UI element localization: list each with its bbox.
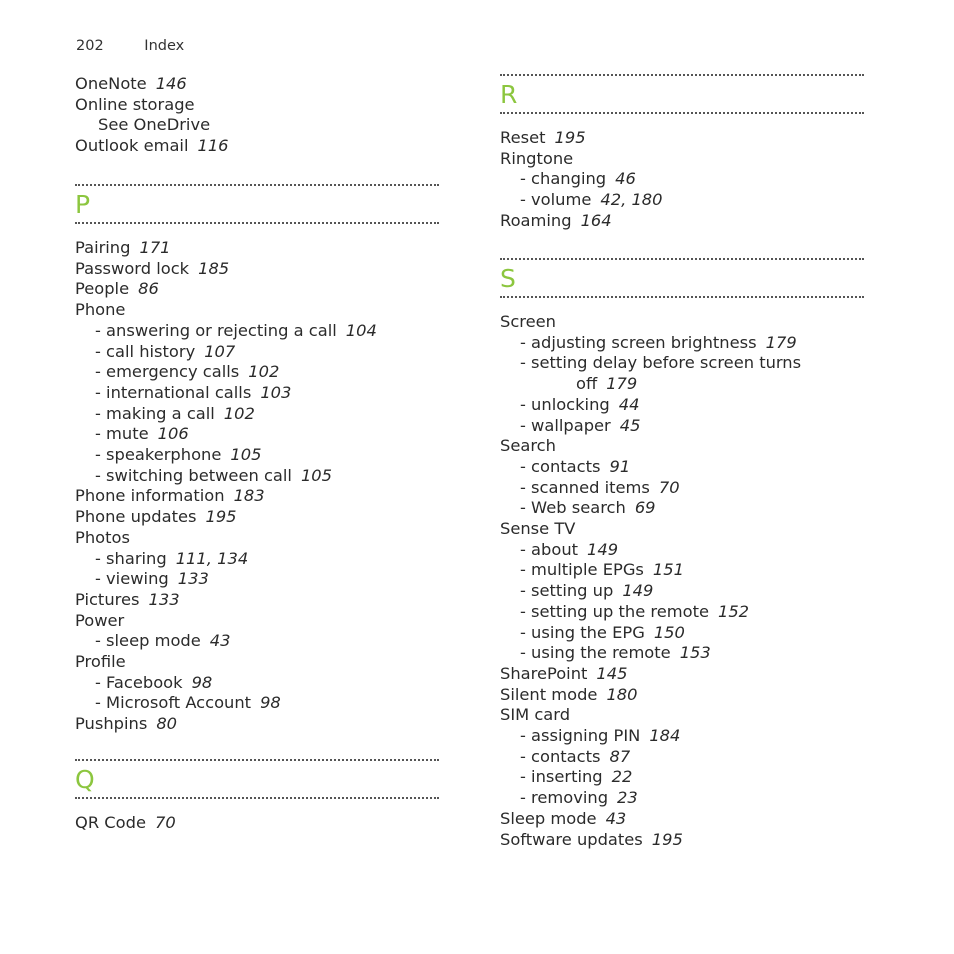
page-reference: 102 <box>248 362 280 382</box>
index-entry <box>500 684 638 705</box>
index-subentry <box>500 642 711 663</box>
divider-bottom <box>500 296 864 298</box>
index-entry <box>75 651 126 672</box>
index-term: - adjusting screen brightness <box>520 332 757 352</box>
index-subentry <box>500 725 680 746</box>
index-term: - volume <box>520 190 592 210</box>
index-term: Pictures <box>75 589 140 609</box>
page-number: 202 <box>76 38 104 54</box>
index-entry <box>500 808 626 829</box>
index-term: SIM card <box>500 705 571 725</box>
section-letter-q: Q <box>75 765 95 794</box>
index-term: - removing <box>520 788 609 808</box>
section-letter-r: R <box>500 80 518 109</box>
index-term: Power <box>75 610 125 630</box>
index-term: - viewing <box>95 569 169 589</box>
index-subentry <box>75 672 212 693</box>
divider-top <box>75 184 439 186</box>
divider-top <box>500 258 864 260</box>
index-term: - call history <box>95 341 196 361</box>
index-term: - using the remote <box>520 643 671 663</box>
index-subentry <box>500 622 685 643</box>
page-reference: 22 <box>611 767 633 787</box>
page-reference: 103 <box>260 382 292 402</box>
index-term: - setting up the remote <box>520 601 709 621</box>
index-entry <box>75 135 229 156</box>
page-reference: 70 <box>154 813 176 832</box>
index-term: - sleep mode <box>95 631 201 651</box>
index-term: People <box>75 279 130 299</box>
page-reference: 179 <box>765 332 797 352</box>
index-subentry <box>75 444 261 465</box>
page-reference: 102 <box>223 403 255 423</box>
page-reference: 171 <box>139 238 171 257</box>
index-entry <box>75 713 177 734</box>
index-term: Photos <box>75 527 130 547</box>
index-term: Search <box>500 436 556 456</box>
index-term: - setting delay before screen turns <box>520 353 802 373</box>
page-reference: 133 <box>148 589 180 609</box>
index-term: - setting up <box>520 581 614 601</box>
index-term: Online storage <box>75 94 195 114</box>
index-term: - sharing <box>95 548 167 568</box>
index-entry <box>75 527 130 548</box>
page-reference: 145 <box>596 663 628 683</box>
index-term: Silent mode <box>500 684 598 704</box>
index-entry <box>75 812 176 833</box>
index-entry <box>75 73 187 94</box>
index-subentry <box>500 477 680 498</box>
page-reference: 150 <box>653 622 685 642</box>
index-term: - international calls <box>95 382 252 402</box>
index-term: - assigning PIN <box>520 726 641 745</box>
page-reference: 195 <box>205 507 237 527</box>
page-reference: 45 <box>619 415 641 435</box>
index-subentry <box>500 394 639 415</box>
page-reference: 179 <box>606 374 638 394</box>
index-entry <box>500 663 628 684</box>
index-term: OneNote <box>75 74 147 93</box>
index-term: Roaming <box>500 210 572 230</box>
page-reference: 164 <box>580 210 612 230</box>
index-subentry <box>500 580 653 601</box>
section-letter-p: P <box>75 190 91 219</box>
page-reference: 107 <box>204 341 236 361</box>
index-term: Reset <box>500 128 546 147</box>
index-term: - scanned items <box>520 477 650 497</box>
page-reference: 86 <box>138 279 159 299</box>
index-subentry <box>500 559 684 580</box>
index-term: Phone updates <box>75 507 197 527</box>
index-term: Screen <box>500 312 556 331</box>
index-term: - answering or rejecting a call <box>95 320 337 340</box>
index-term: - emergency calls <box>95 362 240 382</box>
index-entry <box>500 148 573 169</box>
index-term: Ringtone <box>500 148 574 168</box>
index-entry <box>500 311 556 332</box>
index-subentry <box>500 352 801 373</box>
page-reference: 23 <box>617 788 638 808</box>
page-reference: 195 <box>651 829 683 849</box>
page-reference: 98 <box>191 672 213 692</box>
index-entry <box>500 829 683 850</box>
index-term: - multiple EPGs <box>520 560 644 580</box>
index-subentry <box>75 361 279 382</box>
page-reference: 146 <box>155 74 187 93</box>
index-term: - changing <box>520 169 607 189</box>
page-reference: 116 <box>197 136 229 156</box>
index-term: off <box>576 374 598 394</box>
index-entry <box>500 210 612 231</box>
index-subentry <box>500 601 749 622</box>
page-reference: 152 <box>717 601 750 621</box>
index-subentry <box>75 465 332 486</box>
page-reference: 80 <box>156 714 178 734</box>
index-term: - making a call <box>95 403 215 423</box>
section-letter-s: S <box>500 264 516 293</box>
divider-bottom <box>75 222 439 224</box>
index-entry <box>75 94 195 115</box>
page-reference: 195 <box>554 128 586 147</box>
divider-top <box>75 759 439 761</box>
index-term: Profile <box>75 652 126 671</box>
page-reference: 153 <box>679 643 711 663</box>
index-term: - contacts <box>520 746 601 766</box>
index-entry <box>500 435 556 456</box>
index-term: Phone information <box>75 486 225 506</box>
page-reference: 133 <box>177 569 209 589</box>
index-subentry <box>75 403 255 424</box>
index-subentry <box>500 539 618 560</box>
index-subentry <box>75 630 231 651</box>
index-term: - inserting <box>520 767 603 787</box>
page-reference: 42, 180 <box>600 190 663 210</box>
index-term: Software updates <box>500 829 643 849</box>
page-reference: 106 <box>157 424 189 444</box>
page-reference: 111, 134 <box>175 548 249 568</box>
index-entry <box>500 704 570 725</box>
divider-top <box>500 74 864 76</box>
index-term: - Facebook <box>95 672 183 692</box>
index-subentry <box>500 746 630 767</box>
index-term: - wallpaper <box>520 415 611 435</box>
page-reference: 180 <box>606 684 638 704</box>
page-reference: 46 <box>615 169 636 189</box>
index-term: - contacts <box>520 456 601 476</box>
index-subentry <box>500 332 797 353</box>
page-reference: 91 <box>609 456 631 476</box>
index-entry <box>75 506 237 527</box>
index-term: Pushpins <box>75 714 148 734</box>
index-subentry <box>75 692 281 713</box>
index-term: Sleep mode <box>500 808 597 828</box>
index-subentry <box>75 423 189 444</box>
index-entry <box>500 127 586 148</box>
page-reference: 98 <box>260 693 281 713</box>
index-term: - about <box>520 539 579 559</box>
index-term: - switching between call <box>95 465 292 485</box>
index-subentry <box>500 373 637 394</box>
page-reference: 69 <box>634 498 656 518</box>
page-reference: 151 <box>652 560 684 580</box>
index-subentry <box>500 456 630 477</box>
index-term: SharePoint <box>500 663 588 683</box>
page-reference: 87 <box>609 746 631 766</box>
index-term: Password lock <box>75 258 190 278</box>
index-subentry <box>500 497 656 518</box>
index-term: Outlook email <box>75 136 189 156</box>
index-term: - unlocking <box>520 394 610 414</box>
page-reference: 149 <box>587 539 619 559</box>
index-entry <box>500 518 575 539</box>
index-term: Sense TV <box>500 519 576 538</box>
index-subentry <box>75 568 209 589</box>
divider-bottom <box>500 112 864 114</box>
index-entry <box>75 237 171 258</box>
page-reference: 105 <box>230 445 262 464</box>
index-entry <box>75 299 125 320</box>
index-term: - speakerphone <box>95 445 222 464</box>
index-entry <box>75 485 265 506</box>
divider-bottom <box>75 797 439 799</box>
index-term: - using the EPG <box>520 622 645 642</box>
index-term: QR Code <box>75 813 146 832</box>
page-reference: 183 <box>233 486 265 506</box>
index-term: See OneDrive <box>98 115 211 135</box>
index-subentry <box>75 382 291 403</box>
section-title: Index <box>144 38 185 54</box>
index-term: Pairing <box>75 238 131 257</box>
index-subentry <box>75 341 235 362</box>
page-reference: 184 <box>649 726 681 745</box>
index-subentry <box>500 787 638 808</box>
index-term: - Microsoft Account <box>95 693 252 713</box>
page-header <box>76 38 184 54</box>
index-subentry <box>75 548 248 569</box>
index-subentry <box>500 189 663 210</box>
page-reference: 105 <box>300 465 333 485</box>
page-reference: 104 <box>345 320 377 340</box>
index-entry <box>75 278 159 299</box>
index-subentry <box>75 320 377 341</box>
index-term: Phone <box>75 300 126 320</box>
index-subentry <box>500 766 632 787</box>
index-term: - Web search <box>520 498 626 518</box>
page-reference: 44 <box>618 394 640 414</box>
index-subentry <box>75 114 210 135</box>
page-reference: 149 <box>622 581 654 601</box>
page-reference: 43 <box>209 631 231 651</box>
index-entry <box>75 258 229 279</box>
index-entry <box>75 610 124 631</box>
page-reference: 185 <box>198 258 230 278</box>
index-entry <box>75 589 180 610</box>
page-reference: 43 <box>605 808 627 828</box>
index-subentry <box>500 415 640 436</box>
page-reference: 70 <box>658 477 680 497</box>
index-subentry <box>500 168 636 189</box>
index-term: - mute <box>95 424 149 444</box>
